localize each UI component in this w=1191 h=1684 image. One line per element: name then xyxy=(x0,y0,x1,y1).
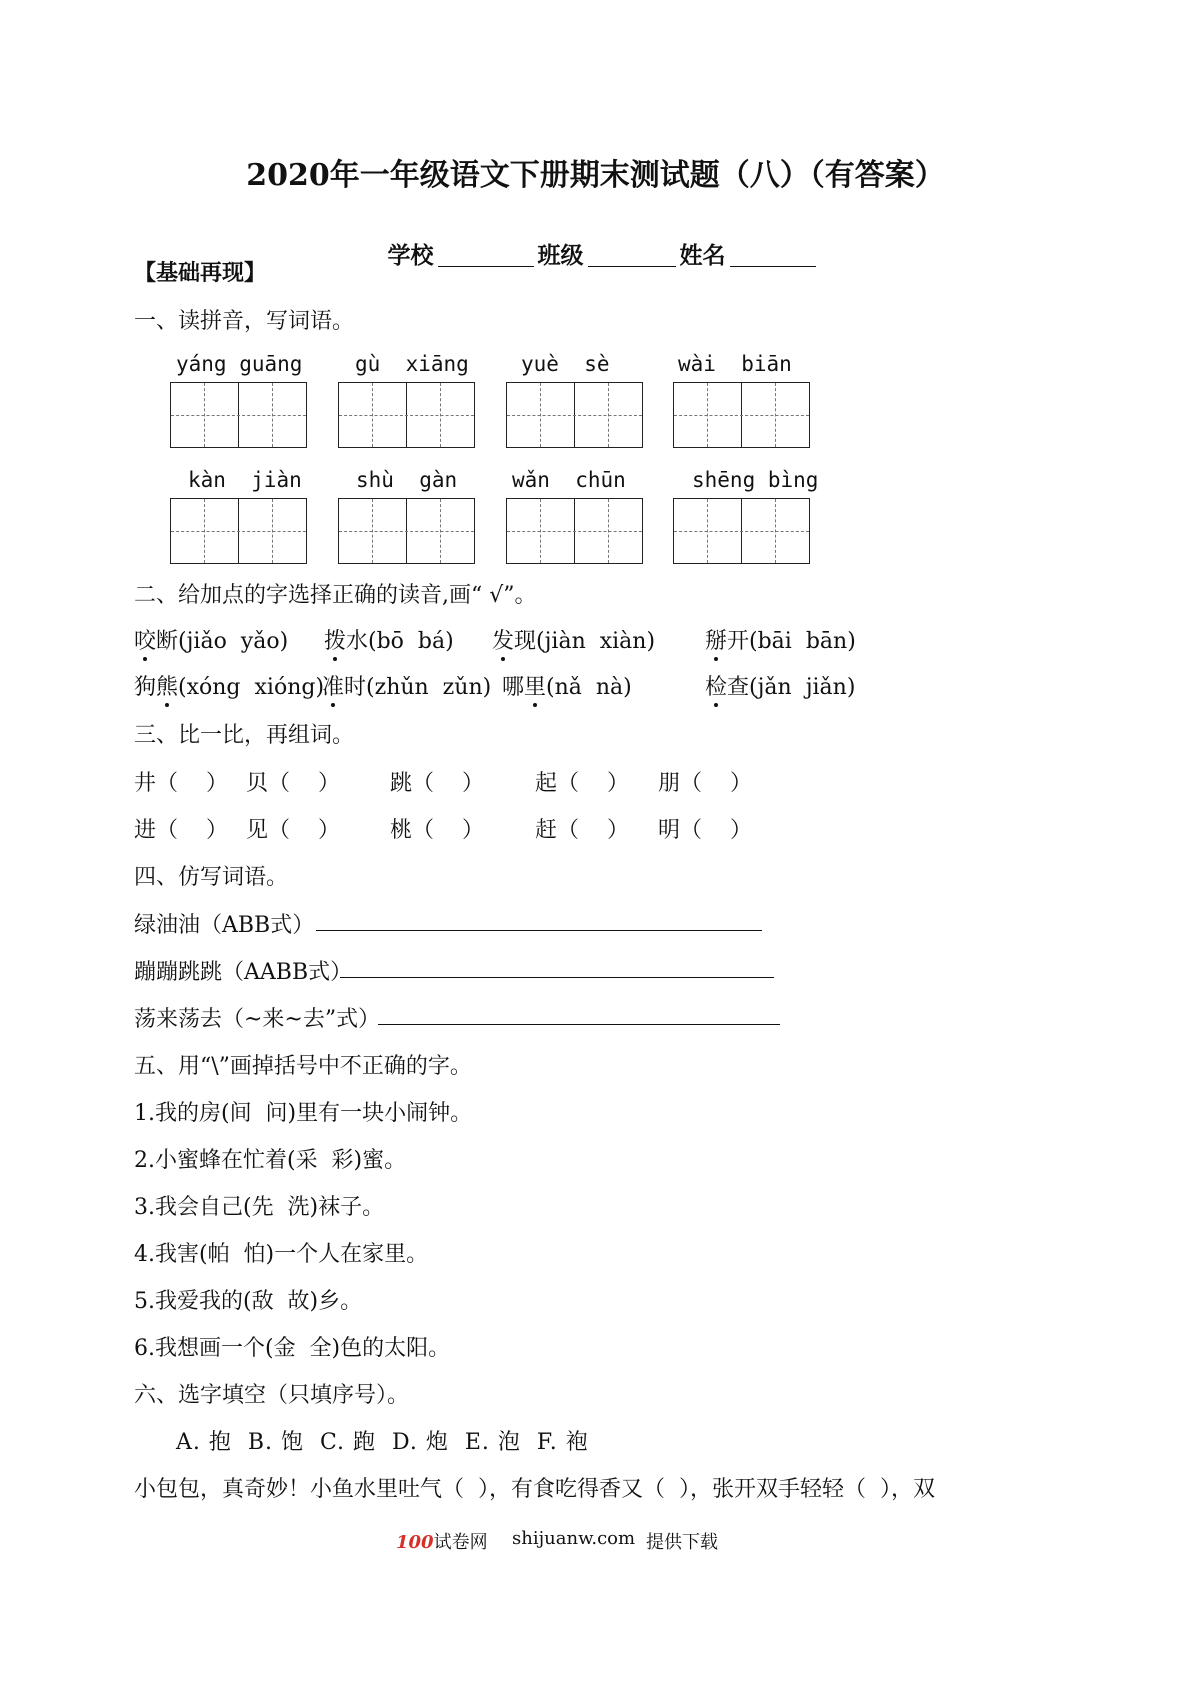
dotted-char: 里 xyxy=(524,675,547,700)
q2-item-rest: 水(bō bá) xyxy=(346,629,454,654)
pinyin-1: yáng guāng xyxy=(176,352,303,376)
dotted-char: 熊 xyxy=(156,675,179,700)
q2-item-6 xyxy=(322,670,491,701)
name-label: 姓名 xyxy=(679,242,726,269)
name-blank xyxy=(730,242,816,267)
tianzige-box-1[interactable] xyxy=(170,382,307,448)
imitate-prompt-1: 绿油油（ABB式） xyxy=(134,913,315,938)
compare-item: 桃（ ） xyxy=(390,818,484,843)
q5-item-2: 2.小蜜蜂在忙着(采 彩)蜜。 xyxy=(134,1148,407,1173)
dotted-char: 检 xyxy=(705,675,728,700)
pinyin-5: kàn jiàn xyxy=(188,468,302,492)
pinyin-7: wǎn chūn xyxy=(512,468,626,492)
q2-item-rest: 查(jǎn jiǎn) xyxy=(727,675,856,700)
q2-item-rest: (nǎ nà) xyxy=(546,675,632,700)
section-header: 【基础再现】 xyxy=(134,260,267,286)
q2-item-1 xyxy=(134,624,288,655)
q2-item-rest: 开(bāi bān) xyxy=(727,629,856,654)
q2-item-2 xyxy=(324,624,454,655)
school-label: 学校 xyxy=(387,242,434,269)
q2-item-rest: 时(zhǔn zǔn) xyxy=(344,675,492,700)
tianzige-box-2[interactable] xyxy=(338,382,475,448)
pinyin-3: yuè sè xyxy=(521,352,610,376)
compare-item: 进（ ） xyxy=(134,818,228,843)
dotted-char: 掰 xyxy=(705,629,728,654)
tianzige-box-6[interactable] xyxy=(338,498,475,564)
footer-domain[interactable]: shijuanw.com xyxy=(512,1528,636,1549)
q2-item-3 xyxy=(492,624,655,655)
compare-item: 起（ ） xyxy=(535,771,629,796)
q5-item-6: 6.我想画一个(金 全)色的太阳。 xyxy=(134,1336,451,1361)
site-logo: 100 xyxy=(396,1532,434,1553)
pinyin-2: gù xiāng xyxy=(355,352,469,376)
q2-item-rest: 断(jiǎo yǎo) xyxy=(156,629,289,654)
pinyin-4: wài biān xyxy=(678,352,792,376)
footer-note: 提供下载 xyxy=(646,1532,718,1553)
imitate-prompt-2: 蹦蹦跳跳（AABB式） xyxy=(134,960,353,985)
site-name: 试卷网 xyxy=(433,1532,488,1553)
q2-item-pre: 狗 xyxy=(134,675,157,700)
class-label: 班级 xyxy=(537,242,584,269)
q5-item-1: 1.我的房(间 问)里有一块小闹钟。 xyxy=(134,1101,473,1126)
class-blank xyxy=(588,242,676,267)
q2-item-7 xyxy=(502,670,632,701)
tianzige-box-5[interactable] xyxy=(170,498,307,564)
compare-item: 朋（ ） xyxy=(658,771,752,796)
q1-heading: 一、读拼音，写词语。 xyxy=(134,309,355,334)
tianzige-box-4[interactable] xyxy=(673,382,810,448)
q2-item-rest: 现(jiàn xiàn) xyxy=(514,629,656,654)
compare-item: 井（ ） xyxy=(134,771,228,796)
dotted-char: 发 xyxy=(492,629,515,654)
answer-line-3[interactable] xyxy=(378,1024,780,1025)
dotted-char: 咬 xyxy=(134,629,157,654)
imitate-prompt-3: 荡来荡去（~来~去”式） xyxy=(134,1007,381,1032)
q2-item-8 xyxy=(705,670,855,701)
compare-item: 跳（ ） xyxy=(390,771,484,796)
q2-item-rest: (xóng xióng) xyxy=(178,675,325,700)
compare-item: 赶（ ） xyxy=(535,818,629,843)
tianzige-box-8[interactable] xyxy=(673,498,810,564)
answer-line-2[interactable] xyxy=(340,977,774,978)
page-title: 2020年一年级语文下册期末测试题（八）（有答案） xyxy=(246,158,945,193)
q2-heading: 二、给加点的字选择正确的读音,画“ √”。 xyxy=(134,583,537,608)
answer-line-1[interactable] xyxy=(316,930,762,931)
pinyin-6: shù gàn xyxy=(356,468,458,492)
q6-options: A. 抱 B. 饱 C. 跑 D. 炮 E. 泡 F. 袍 xyxy=(176,1430,589,1455)
compare-item: 明（ ） xyxy=(658,818,752,843)
tianzige-box-3[interactable] xyxy=(506,382,643,448)
q6-passage: 小包包，真奇妙！小鱼水里吐气（ ），有食吃得香又（ ），张开双手轻轻（ ），双 xyxy=(134,1477,935,1502)
q2-item-5 xyxy=(134,670,324,701)
q5-item-4: 4.我害(帕 怕)一个人在家里。 xyxy=(134,1242,429,1267)
tianzige-box-7[interactable] xyxy=(506,498,643,564)
q5-heading: 五、用“\”画掉括号中不正确的字。 xyxy=(134,1054,472,1079)
q5-item-5: 5.我爱我的(敌 故)乡。 xyxy=(134,1289,363,1314)
compare-item: 见（ ） xyxy=(246,818,340,843)
q3-heading: 三、比一比，再组词。 xyxy=(134,723,355,748)
pinyin-8: shēng bìng xyxy=(692,468,819,492)
school-blank xyxy=(438,242,534,267)
compare-item: 贝（ ） xyxy=(246,771,340,796)
footer-brand xyxy=(396,1528,488,1554)
q6-heading: 六、选字填空（只填序号）。 xyxy=(134,1383,410,1408)
dotted-char: 准 xyxy=(322,675,345,700)
q4-heading: 四、仿写词语。 xyxy=(134,865,289,890)
dotted-char: 拨 xyxy=(324,629,347,654)
q2-item-4 xyxy=(705,624,856,655)
q5-item-3: 3.我会自己(先 洗)袜子。 xyxy=(134,1195,385,1220)
q2-item-pre: 哪 xyxy=(502,675,525,700)
